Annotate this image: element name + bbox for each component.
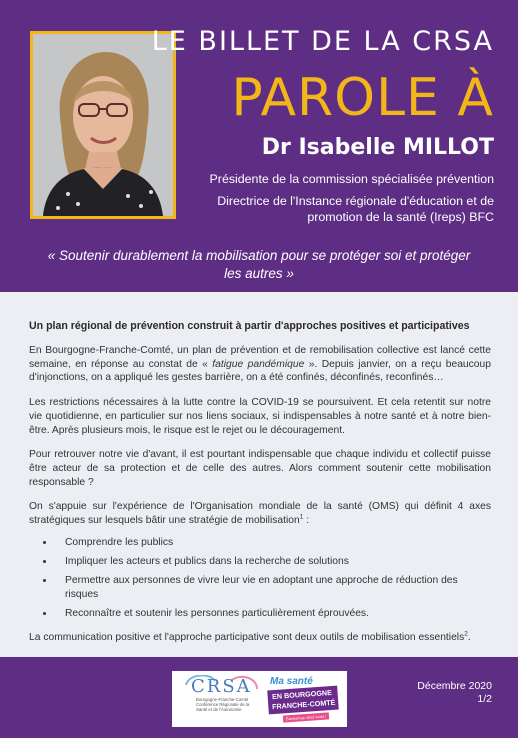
- pull-quote: « Soutenir durablement la mobilisation pour se protéger soi et protéger les autres »: [47, 248, 471, 281]
- header-kicker: LE BILLET DE LA CRSA: [151, 26, 494, 57]
- portrait-icon: [33, 34, 173, 216]
- paragraph-3: Pour retrouver notre vie d'avant, il est pourtant indispensable que chaque individu et collectif puisse être acteur de sa protection et de celle des autres. Alors comment soutenir cette mobilisation responsable ?: [29, 449, 491, 488]
- person-name: Dr Isabelle MILLOT: [261, 135, 494, 160]
- paragraph-4: [29, 500, 491, 527]
- list-item: • Reconnaître et soutenir les personnes particulièrement éprouvées.: [55, 607, 491, 621]
- page-title: PAROLE À: [231, 68, 494, 128]
- p4-text: On s'appuie sur l'expérience de l'Organisation mondiale de la santé (OMS) qui définit 4 axes stratégiques sur lesquels bâtir une stratégie de mobilisation: [29, 501, 491, 527]
- ma-sante-logo-line-1: EN BOURGOGNE: [271, 687, 333, 702]
- footnote-ref-2: 2: [464, 630, 468, 638]
- p1-text-b: ». Depuis janvier, on a reçu beaucoup d'injonctions, on a appliqué les gestes barrière, on a été confinés, déconfinés, reconfinés…: [29, 358, 491, 384]
- crsa-logo-subtitle: Bourgogne-Franche-Comté Conférence Régionale de la Santé et de l'Autonomie: [196, 697, 250, 712]
- p5-end: .: [467, 631, 471, 643]
- crsa-logo-text: CRSA: [191, 676, 252, 697]
- footnote-ref-1: 1: [299, 513, 304, 521]
- article-body: [29, 319, 491, 655]
- list-item: • Impliquer les acteurs et publics dans la recherche de solutions: [55, 555, 491, 569]
- list-item: • Comprendre les publics: [55, 536, 491, 550]
- p1-text-a: En Bourgogne-Franche-Comté, un plan de prévention et de remobilisation collective est lancé cette semaine, en réponse au constat de «: [29, 345, 491, 370]
- ma-sante-logo-line-2: FRANCHE-COMTÉ: [271, 697, 336, 712]
- paragraph-2: Les restrictions nécessaires à la lutte contre la COVID-19 se poursuivent. Et cela retentit sur notre vie quotidienne, en particulier sur nos liens sociaux, si indispensables à notre santé et à notre bien-être. Après plusieurs mois, le risque est le rejet ou le découragement.: [29, 397, 491, 436]
- article-heading: Un plan régional de prévention construit à partir d'approches positives et participatives: [29, 320, 470, 332]
- paragraph-5: [29, 631, 491, 645]
- p1-emphasis: fatigue pandémique: [207, 358, 309, 370]
- axes-list: [29, 536, 491, 621]
- p5-text: La communication positive et l'approche participative sont deux outils de mobilisation essentiels: [29, 631, 465, 643]
- date-text: Décembre 2020: [417, 680, 492, 692]
- role-line-2: Directrice de l'Instance régionale d'éducation et de promotion de la santé (Ireps) BFC: [217, 194, 494, 224]
- p4-end: :: [303, 515, 310, 527]
- issue-date: [417, 680, 492, 706]
- list-item: • Permettre aux personnes de vivre leur vie en adoptant une approche de réduction des risques: [55, 574, 491, 601]
- ma-sante-logo-tagline: Bienvenue chez vous !: [283, 712, 330, 722]
- ma-sante-logo-title: Ma santé: [270, 676, 313, 687]
- paragraph-1: [29, 344, 491, 385]
- page-number: 1/2: [477, 693, 492, 705]
- role-line-1: Présidente de la commission spécialisée prévention: [209, 172, 494, 186]
- portrait-photo: [30, 31, 176, 219]
